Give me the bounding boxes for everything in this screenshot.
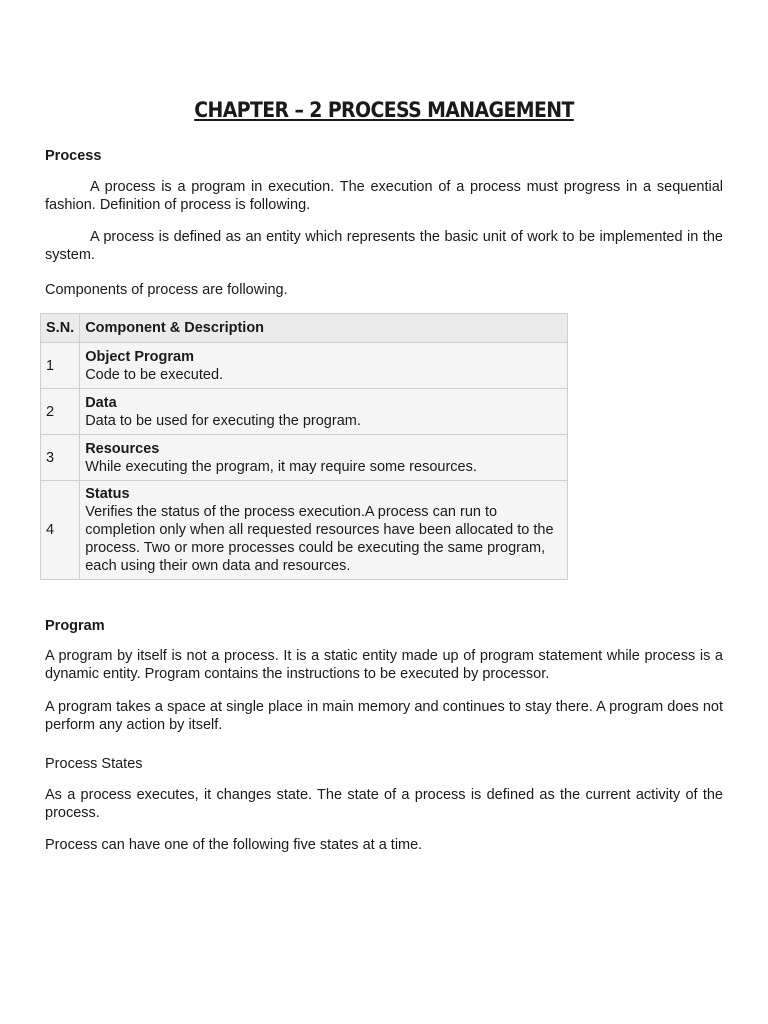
chapter-title: CHAPTER – 2 PROCESS MANAGEMENT	[194, 98, 574, 122]
components-table	[40, 313, 568, 580]
component-description: Code to be executed.	[85, 366, 224, 383]
row-sn: 3	[41, 435, 80, 481]
program-paragraph-1: A program by itself is not a process. It is a static entity made up of program statement while process is a dynamic entity. Program contains the instructions to be executed by processor.	[45, 648, 723, 682]
process-heading: Process	[45, 148, 102, 164]
process-states-heading: Process States	[45, 756, 143, 772]
row-sn: 4	[41, 481, 80, 580]
component-name: Object Program	[85, 348, 194, 365]
table-row	[41, 389, 568, 435]
program-heading: Program	[45, 618, 105, 634]
component-name: Status	[85, 486, 130, 502]
row-content	[80, 389, 568, 435]
table-row	[41, 481, 568, 580]
process-paragraph-2: A process is defined as an entity which represents the basic unit of work to be implemented in the system.	[45, 229, 723, 263]
component-description: While executing the program, it may require some resources.	[85, 458, 477, 475]
process-paragraph-1: A process is a program in execution. The execution of a process must progress in a sequential fashion. Definition of process is following.	[45, 179, 723, 213]
table-header-sn: S.N.	[41, 314, 80, 343]
component-name: Data	[85, 394, 117, 411]
table-header-component: Component & Description	[80, 314, 568, 343]
component-name: Resources	[85, 440, 160, 457]
row-sn: 2	[41, 389, 80, 435]
components-intro: Components of process are following.	[45, 282, 288, 298]
states-paragraph-1: As a process executes, it changes state. The state of a process is defined as the current activity of the process.	[45, 787, 723, 821]
row-content	[80, 343, 568, 389]
table-header-row	[41, 314, 568, 343]
row-content	[80, 435, 568, 481]
row-content	[80, 481, 568, 580]
component-description: Verifies the status of the process execution.A process can run to completion only when all requested resources have been allocated to the process. Two or more processes could be executing the same program, each using their own data and resources.	[85, 504, 554, 574]
states-paragraph-2: Process can have one of the following five states at a time.	[45, 837, 423, 853]
table-row	[41, 343, 568, 389]
program-paragraph-2: A program takes a space at single place in main memory and continues to stay there. A program does not perform any action by itself.	[45, 699, 723, 733]
row-sn: 1	[41, 343, 80, 389]
table-row	[41, 435, 568, 481]
component-description: Data to be used for executing the program.	[85, 412, 361, 429]
